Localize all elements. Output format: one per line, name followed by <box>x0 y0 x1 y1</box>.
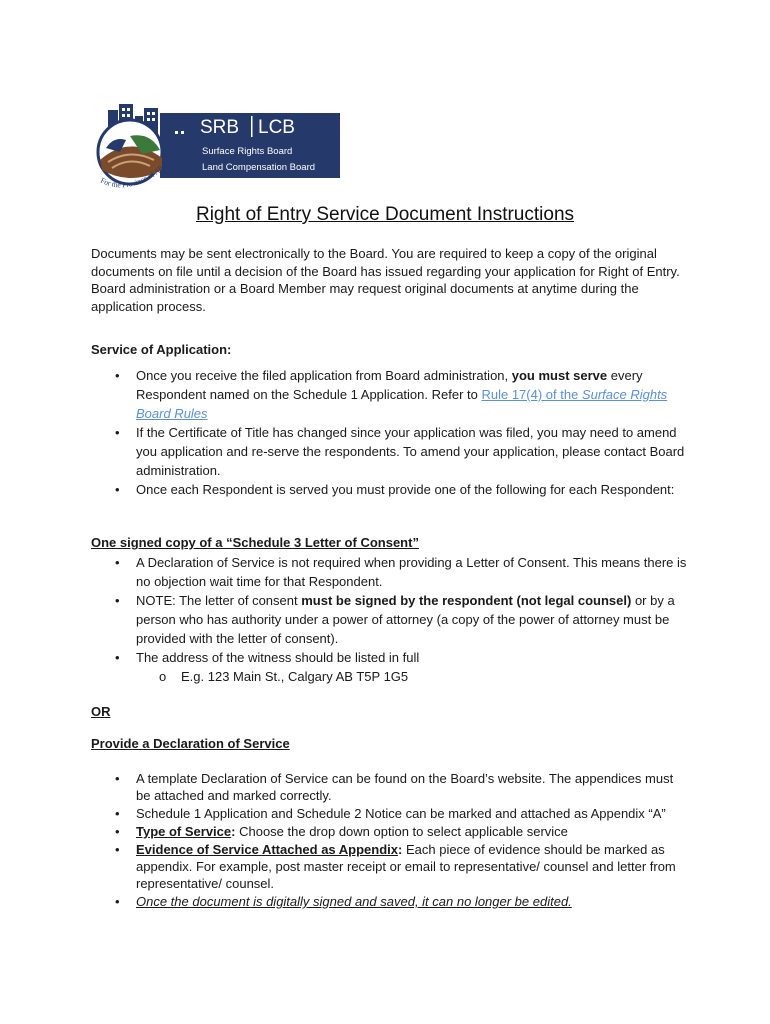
bullet: • <box>115 894 120 909</box>
intro-paragraph: Documents may be sent electronically to the Board. You are required to keep a copy of the original documents on file until a decision of the Board has issued regarding your application for Right of Entry. Board administration or a Board Member may request original documents at anytime during the application process. <box>91 246 680 314</box>
list-item: • Once you receive the filed application from Board administration, you must serve every Respondent named on the Schedule 1 Application. Refer to Rule 17(4) of the Surface Rights Board Rules <box>115 368 668 421</box>
bullet: • <box>115 555 120 570</box>
evidence-label: Evidence of Service Attached as Appendix <box>136 842 399 857</box>
declaration-list <box>91 770 691 911</box>
logo-arc-text: For the Province of Albe <box>99 160 170 190</box>
list-item: • A template Declaration of Service can be found on the Board’s website. The appendices must be attached and marked correctly. <box>115 771 674 803</box>
bullet: • <box>115 368 120 383</box>
srb-lcb-logo <box>90 100 340 200</box>
bullet: • <box>115 650 120 665</box>
bullet: • <box>115 771 120 786</box>
list-item: • If the Certificate of Title has changed since your application was filed, you may need to amend you application and re-serve the respondents. To amend your application, please contact Board administration. <box>115 425 685 478</box>
signed-warning: Once the document is digitally signed and saved, it can no longer be edited. <box>136 894 572 909</box>
declaration-heading: Provide a Declaration of Service <box>91 736 290 751</box>
type-of-service-label: Type of Service <box>136 824 232 839</box>
bullet: • <box>115 824 120 839</box>
service-heading: Service of Application: <box>91 342 232 357</box>
bullet: • <box>115 482 120 497</box>
consent-list <box>91 553 691 686</box>
or-label: OR <box>91 704 111 719</box>
list-item <box>91 893 691 910</box>
list-item: • Type of Service: Choose the drop down option to select applicable service <box>115 824 568 839</box>
logo-graphic <box>90 100 340 200</box>
list-item: • NOTE: The letter of consent must be signed by the respondent (not legal counsel) or by a person who has authority under a power of attorney (a copy of the power of attorney must be provided with the letter of consent). <box>115 593 675 646</box>
logo-line2: Land Compensation Board <box>202 162 316 173</box>
list-item: • Once each Respondent is served you must provide one of the following for each Respondent: <box>115 482 675 497</box>
logo-lcb-text: LCB <box>258 117 295 138</box>
sub-list-item: o E.g. 123 Main St., Calgary AB T5P 1G5 <box>159 669 409 684</box>
list-item: • Evidence of Service Attached as Appendix: Each piece of evidence should be marked as appendix. For example, post master receipt or email to representative/ counsel and letter from representative/ counsel. <box>115 842 676 891</box>
logo-srb-text: SRB <box>200 117 240 138</box>
sub-bullet: o <box>159 669 167 684</box>
list-item: • A Declaration of Service is not required when providing a Letter of Consent. This means there is no objection wait time for that Respondent. <box>115 555 687 589</box>
bullet: • <box>115 593 120 608</box>
consent-heading: One signed copy of a “Schedule 3 Letter of Consent” <box>91 535 419 550</box>
bullet: • <box>115 425 120 440</box>
service-list <box>91 366 691 499</box>
page-title: Right of Entry Service Document Instructions <box>195 204 575 225</box>
list-item: • The address of the witness should be listed in full <box>115 650 420 665</box>
logo-line1: Surface Rights Board <box>202 146 293 157</box>
bullet: • <box>115 842 120 857</box>
bullet: • <box>115 806 120 821</box>
list-item: • Schedule 1 Application and Schedule 2 Notice can be marked and attached as Appendix “A” <box>115 806 666 821</box>
rule-17-link[interactable]: Rule 17(4) of the Surface Rights Board Rules <box>136 387 668 421</box>
